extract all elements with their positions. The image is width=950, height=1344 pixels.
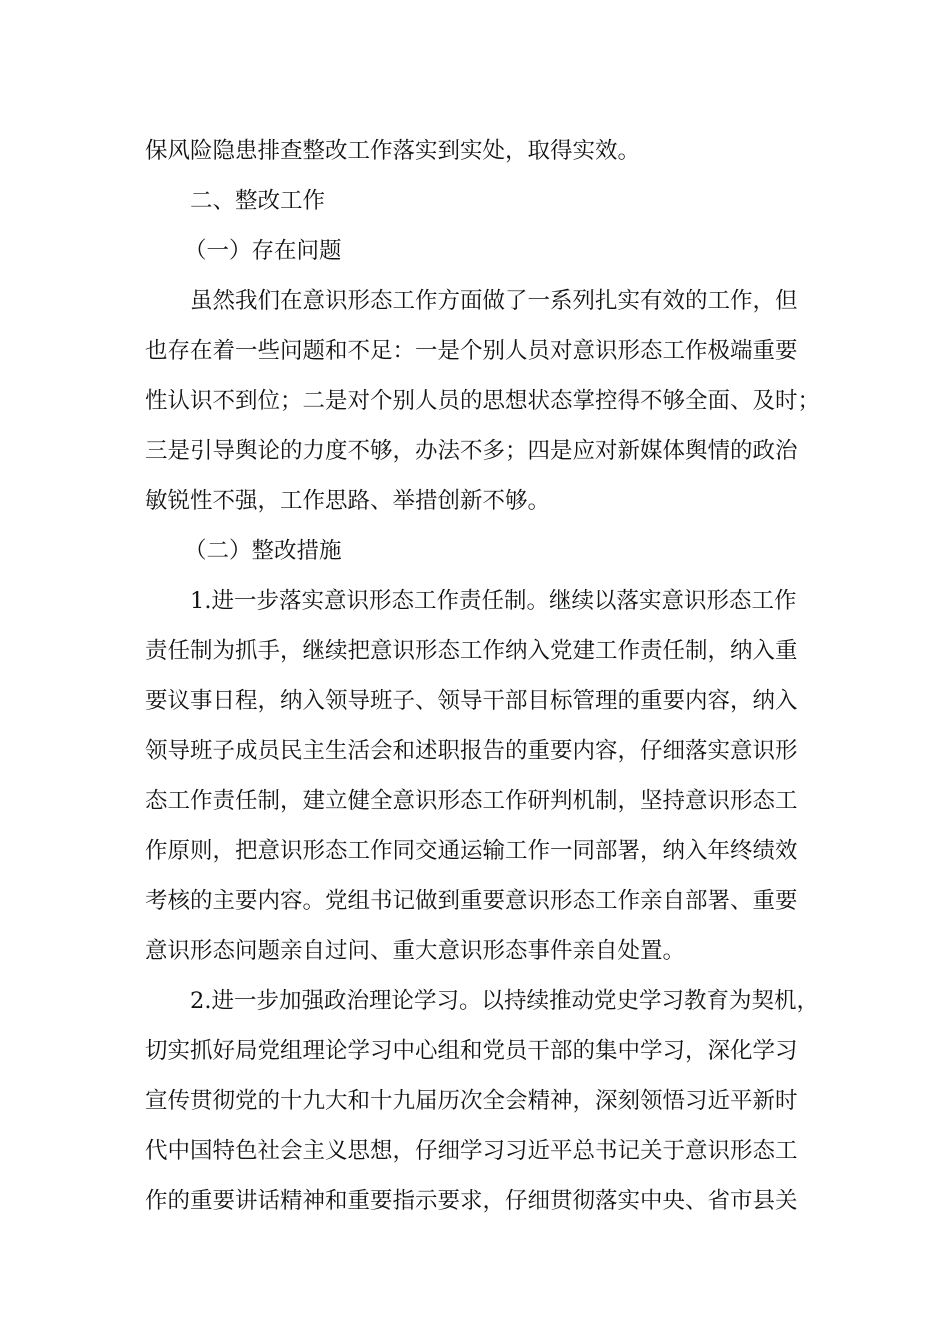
section-heading: 二、整改工作 [190, 188, 326, 214]
text-line: 保风险隐患排查整改工作落实到实处，取得实效。 [145, 138, 641, 164]
text-line: 也存在着一些问题和不足：一是个别人员对意识形态工作极端重要 [145, 338, 798, 364]
text-line: 性认识不到位；二是对个别人员的思想状态掌控得不够全面、及时； [145, 388, 821, 414]
text-line: 要议事日程，纳入领导班子、领导干部目标管理的重要内容，纳入 [145, 688, 798, 714]
subsection-heading: （二）整改措施 [184, 538, 342, 564]
text-line: 考核的主要内容。党组书记做到重要意识形态工作亲自部署、重要 [145, 888, 798, 914]
text-line: 三是引导舆论的力度不够，办法不多；四是应对新媒体舆情的政治 [145, 438, 798, 464]
text-line: 切实抓好局党组理论学习中心组和党员干部的集中学习，深化学习 [145, 1038, 798, 1064]
text-line: 责任制为抓手，继续把意识形态工作纳入党建工作责任制，纳入重 [145, 638, 798, 664]
text-line: 1.进一步落实意识形态工作责任制。继续以落实意识形态工作 [190, 588, 797, 614]
subsection-heading: （一）存在问题 [184, 238, 342, 264]
text-line: 领导班子成员民主生活会和述职报告的重要内容，仔细落实意识形 [145, 738, 798, 764]
text-line: 敏锐性不强，工作思路、举措创新不够。 [145, 488, 551, 514]
text-line: 代中国特色社会主义思想，仔细学习习近平总书记关于意识形态工 [145, 1138, 798, 1164]
text-line: 宣传贯彻党的十九大和十九届历次全会精神，深刻领悟习近平新时 [145, 1088, 798, 1114]
text-line: 虽然我们在意识形态工作方面做了一系列扎实有效的工作，但 [190, 288, 798, 314]
text-line: 意识形态问题亲自过问、重大意识形态事件亲自处置。 [145, 938, 686, 964]
text-line: 2.进一步加强政治理论学习。以持续推动党史学习教育为契机， [190, 988, 819, 1014]
text-line: 作原则，把意识形态工作同交通运输工作一同部署，纳入年终绩效 [145, 838, 798, 864]
text-line: 态工作责任制，建立健全意识形态工作研判机制，坚持意识形态工 [145, 788, 798, 814]
text-line: 作的重要讲话精神和重要指示要求，仔细贯彻落实中央、省市县关 [145, 1188, 798, 1214]
